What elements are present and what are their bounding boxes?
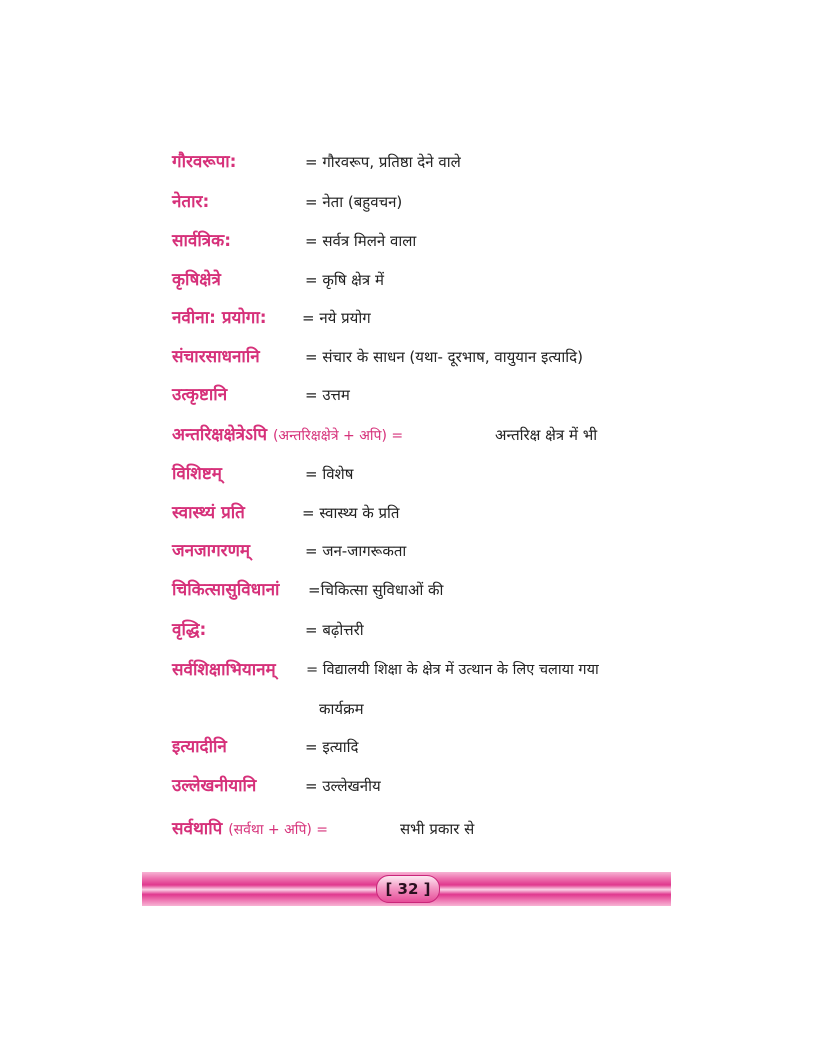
glossary-term-text: सर्वथापि (172, 819, 223, 839)
glossary-meaning: = गौरवरूप, प्रतिष्ठा देने वाले (305, 153, 461, 171)
glossary-term: सर्वशिक्षाभियानम् (172, 660, 276, 680)
glossary-meaning: = नेता (बहुवचन) (305, 193, 403, 211)
sandhi-split: (सर्वथा + अपि) = (228, 822, 329, 838)
glossary-term-text: अन्तरिक्षक्षेत्रेऽपि (172, 425, 268, 445)
glossary-meaning: = सर्वत्र मिलने वाला (305, 232, 417, 250)
glossary-term: सार्वत्रिक: (172, 231, 231, 251)
glossary-term: विशिष्टम् (172, 464, 222, 484)
glossary-meaning: = कृषि क्षेत्र में (305, 271, 384, 289)
glossary-term: स्वास्थ्यं प्रति (172, 503, 245, 523)
glossary-term: नवीना: प्रयोगा: (172, 308, 267, 328)
glossary-term: संचारसाधनानि (172, 347, 260, 367)
glossary-meaning: =चिकित्सा सुविधाओं की (308, 581, 444, 599)
glossary-term: वृद्धि: (172, 620, 207, 640)
glossary-term: नेतार: (172, 192, 210, 212)
glossary-meaning: = इत्यादि (305, 738, 359, 756)
glossary-meaning: = जन-जागरूकता (305, 542, 407, 560)
glossary-meaning: अन्तरिक्ष क्षेत्र में भी (495, 426, 598, 444)
glossary-meaning: = बढ़ोत्तरी (305, 621, 364, 639)
glossary-meaning: = विशेष (305, 465, 354, 483)
glossary-meaning: = उत्तम (305, 386, 350, 404)
glossary-meaning: = उल्लेखनीय (305, 777, 381, 795)
page-number: [ 32 ] (376, 875, 440, 903)
glossary-meaning-continued: कार्यक्रम (319, 700, 364, 718)
sandhi-split: (अन्तरिक्षक्षेत्रे + अपि) = (272, 428, 404, 444)
glossary-term (172, 420, 403, 451)
glossary-meaning: सभी प्रकार से (400, 820, 475, 838)
glossary-meaning: = विद्यालयी शिक्षा के क्षेत्र में उत्थान के लिए चलाया गया (306, 662, 599, 678)
glossary-term: उल्लेखनीयानि (172, 776, 257, 796)
glossary-term: कृषिक्षेत्रे (172, 270, 221, 290)
glossary-term: जनजागरणम् (172, 541, 251, 561)
glossary-meaning: = नये प्रयोग (302, 309, 371, 327)
glossary-term: इत्यादीनि (172, 737, 227, 757)
glossary-term: गौरवरूपा: (172, 152, 237, 172)
glossary-meaning: = स्वास्थ्य के प्रति (302, 504, 400, 522)
glossary-meaning: = संचार के साधन (यथा- दूरभाष, वायुयान इत्यादि) (305, 348, 583, 366)
glossary-term: चिकित्सासुविधानां (172, 580, 280, 600)
glossary-term (172, 814, 328, 845)
glossary-term: उत्कृष्टानि (172, 385, 228, 405)
